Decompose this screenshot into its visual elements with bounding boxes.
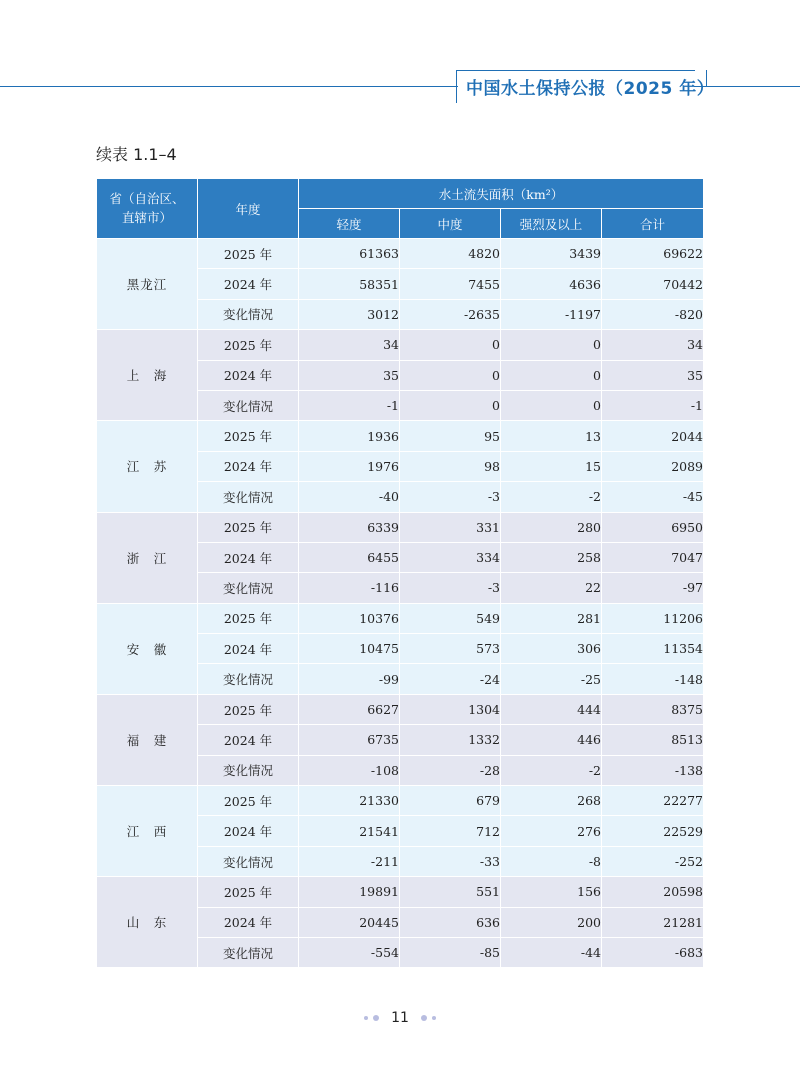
table-row (97, 330, 704, 360)
year-cell: 2025 年 (198, 694, 299, 724)
moderate-value-cell: 98 (400, 451, 501, 481)
moderate-header: 中度 (400, 209, 501, 239)
total-value-cell: 6950 (602, 512, 704, 542)
moderate-value-cell: 7455 (400, 269, 501, 299)
province-cell: 江 西 (97, 786, 198, 877)
province-cell: 上 海 (97, 330, 198, 421)
severe-value-cell: 15 (501, 451, 602, 481)
total-value-cell: 22529 (602, 816, 704, 846)
header-rule-left (0, 86, 458, 87)
table-row (97, 239, 704, 269)
severe-value-cell: 200 (501, 907, 602, 937)
year-header: 年度 (198, 179, 299, 239)
moderate-value-cell: 0 (400, 330, 501, 360)
severe-value-cell: 4636 (501, 269, 602, 299)
year-cell: 变化情况 (198, 573, 299, 603)
severe-value-cell: 268 (501, 786, 602, 816)
light-value-cell: 6627 (299, 694, 400, 724)
page-dot-icon (364, 1016, 368, 1020)
light-value-cell: 10475 (299, 634, 400, 664)
page-dot-icon (373, 1015, 379, 1021)
total-value-cell: 22277 (602, 786, 704, 816)
total-value-cell: -1 (602, 390, 704, 420)
moderate-value-cell: 331 (400, 512, 501, 542)
year-cell: 变化情况 (198, 390, 299, 420)
table-row (97, 786, 704, 816)
severe-value-cell: -25 (501, 664, 602, 694)
light-value-cell: -211 (299, 846, 400, 876)
total-value-cell: 70442 (602, 269, 704, 299)
year-cell: 2025 年 (198, 239, 299, 269)
year-cell: 2024 年 (198, 360, 299, 390)
total-value-cell: 11354 (602, 634, 704, 664)
table-row (97, 694, 704, 724)
light-value-cell: 6339 (299, 512, 400, 542)
light-value-cell: 1976 (299, 451, 400, 481)
light-value-cell: 6735 (299, 725, 400, 755)
page-number: 11 (391, 1010, 409, 1026)
moderate-value-cell: 712 (400, 816, 501, 846)
moderate-value-cell: -33 (400, 846, 501, 876)
total-value-cell: 34 (602, 330, 704, 360)
moderate-value-cell: -24 (400, 664, 501, 694)
severe-value-cell: -44 (501, 937, 602, 967)
light-value-cell: -40 (299, 482, 400, 512)
severe-value-cell: 0 (501, 360, 602, 390)
light-value-cell: 20445 (299, 907, 400, 937)
table-row (97, 603, 704, 633)
light-value-cell: 34 (299, 330, 400, 360)
year-cell: 变化情况 (198, 482, 299, 512)
table-body (97, 239, 704, 968)
total-value-cell: 35 (602, 360, 704, 390)
province-cell: 福 建 (97, 694, 198, 785)
moderate-value-cell: 679 (400, 786, 501, 816)
moderate-value-cell: -3 (400, 482, 501, 512)
total-value-cell: 11206 (602, 603, 704, 633)
severe-value-cell: 280 (501, 512, 602, 542)
moderate-value-cell: 549 (400, 603, 501, 633)
light-value-cell: 21541 (299, 816, 400, 846)
total-value-cell: 69622 (602, 239, 704, 269)
total-value-cell: 7047 (602, 542, 704, 572)
total-value-cell: 2044 (602, 421, 704, 451)
moderate-value-cell: 551 (400, 877, 501, 907)
severe-value-cell: 281 (501, 603, 602, 633)
province-cell: 江 苏 (97, 421, 198, 512)
total-value-cell: 20598 (602, 877, 704, 907)
total-value-cell: -252 (602, 846, 704, 876)
moderate-value-cell: -3 (400, 573, 501, 603)
province-cell: 安 徽 (97, 603, 198, 694)
moderate-value-cell: 636 (400, 907, 501, 937)
total-value-cell: 8375 (602, 694, 704, 724)
total-value-cell: -683 (602, 937, 704, 967)
moderate-value-cell: 1304 (400, 694, 501, 724)
light-value-cell: -99 (299, 664, 400, 694)
year-cell: 2024 年 (198, 634, 299, 664)
severe-value-cell: 13 (501, 421, 602, 451)
light-value-cell: 58351 (299, 269, 400, 299)
moderate-value-cell: -2635 (400, 299, 501, 329)
table-row (97, 512, 704, 542)
severe-value-cell: 444 (501, 694, 602, 724)
light-value-cell: 6455 (299, 542, 400, 572)
page-dot-icon (421, 1015, 427, 1021)
moderate-value-cell: -28 (400, 755, 501, 785)
light-value-cell: 3012 (299, 299, 400, 329)
total-value-cell: 2089 (602, 451, 704, 481)
severe-value-cell: 22 (501, 573, 602, 603)
year-cell: 变化情况 (198, 755, 299, 785)
province-cell: 浙 江 (97, 512, 198, 603)
severe-value-cell: -8 (501, 846, 602, 876)
severe-value-cell: 0 (501, 330, 602, 360)
year-cell: 2025 年 (198, 877, 299, 907)
light-value-cell: 10376 (299, 603, 400, 633)
severe-value-cell: -1197 (501, 299, 602, 329)
year-cell: 变化情况 (198, 937, 299, 967)
light-value-cell: 1936 (299, 421, 400, 451)
light-value-cell: -108 (299, 755, 400, 785)
severe-value-cell: 446 (501, 725, 602, 755)
year-cell: 2025 年 (198, 330, 299, 360)
moderate-value-cell: -85 (400, 937, 501, 967)
table-row (97, 877, 704, 907)
year-cell: 2025 年 (198, 786, 299, 816)
year-cell: 2024 年 (198, 451, 299, 481)
year-cell: 2024 年 (198, 542, 299, 572)
year-cell: 变化情况 (198, 664, 299, 694)
total-value-cell: -97 (602, 573, 704, 603)
severe-value-cell: 258 (501, 542, 602, 572)
page-dot-icon (432, 1016, 436, 1020)
total-value-cell: 8513 (602, 725, 704, 755)
total-value-cell: 21281 (602, 907, 704, 937)
light-value-cell: 61363 (299, 239, 400, 269)
total-value-cell: -148 (602, 664, 704, 694)
year-cell: 2025 年 (198, 512, 299, 542)
moderate-value-cell: 0 (400, 390, 501, 420)
severe-value-cell: -2 (501, 482, 602, 512)
light-header: 轻度 (299, 209, 400, 239)
year-cell: 2024 年 (198, 269, 299, 299)
running-header-title: 中国水土保持公报（2025 年） (466, 79, 715, 99)
year-cell: 2025 年 (198, 603, 299, 633)
year-cell: 变化情况 (198, 299, 299, 329)
light-value-cell: -116 (299, 573, 400, 603)
year-cell: 2024 年 (198, 816, 299, 846)
moderate-value-cell: 1332 (400, 725, 501, 755)
moderate-value-cell: 573 (400, 634, 501, 664)
moderate-value-cell: 95 (400, 421, 501, 451)
header-rule-right (706, 86, 800, 87)
severe-value-cell: 0 (501, 390, 602, 420)
page-footer (0, 1010, 800, 1026)
light-value-cell: 21330 (299, 786, 400, 816)
severe-header: 强烈及以上 (501, 209, 602, 239)
year-cell: 2024 年 (198, 907, 299, 937)
light-value-cell: 19891 (299, 877, 400, 907)
severe-value-cell: 3439 (501, 239, 602, 269)
table-caption: 续表 1.1–4 (96, 145, 177, 164)
province-cell: 山 东 (97, 877, 198, 968)
total-value-cell: -45 (602, 482, 704, 512)
total-header: 合计 (602, 209, 704, 239)
light-value-cell: 35 (299, 360, 400, 390)
moderate-value-cell: 4820 (400, 239, 501, 269)
moderate-value-cell: 334 (400, 542, 501, 572)
total-value-cell: -138 (602, 755, 704, 785)
severe-value-cell: 306 (501, 634, 602, 664)
erosion-area-group-label: 水土流失面积（km²） (438, 186, 564, 202)
moderate-value-cell: 0 (400, 360, 501, 390)
year-cell: 变化情况 (198, 846, 299, 876)
severe-value-cell: 156 (501, 877, 602, 907)
year-cell: 2024 年 (198, 725, 299, 755)
erosion-area-group-header (299, 179, 704, 209)
light-value-cell: -1 (299, 390, 400, 420)
year-cell: 2025 年 (198, 421, 299, 451)
erosion-area-table (96, 178, 704, 968)
table-row (97, 421, 704, 451)
severe-value-cell: 276 (501, 816, 602, 846)
province-cell: 黑龙江 (97, 239, 198, 330)
total-value-cell: -820 (602, 299, 704, 329)
light-value-cell: -554 (299, 937, 400, 967)
province-header: 省（自治区、直辖市） (97, 179, 198, 239)
severe-value-cell: -2 (501, 755, 602, 785)
